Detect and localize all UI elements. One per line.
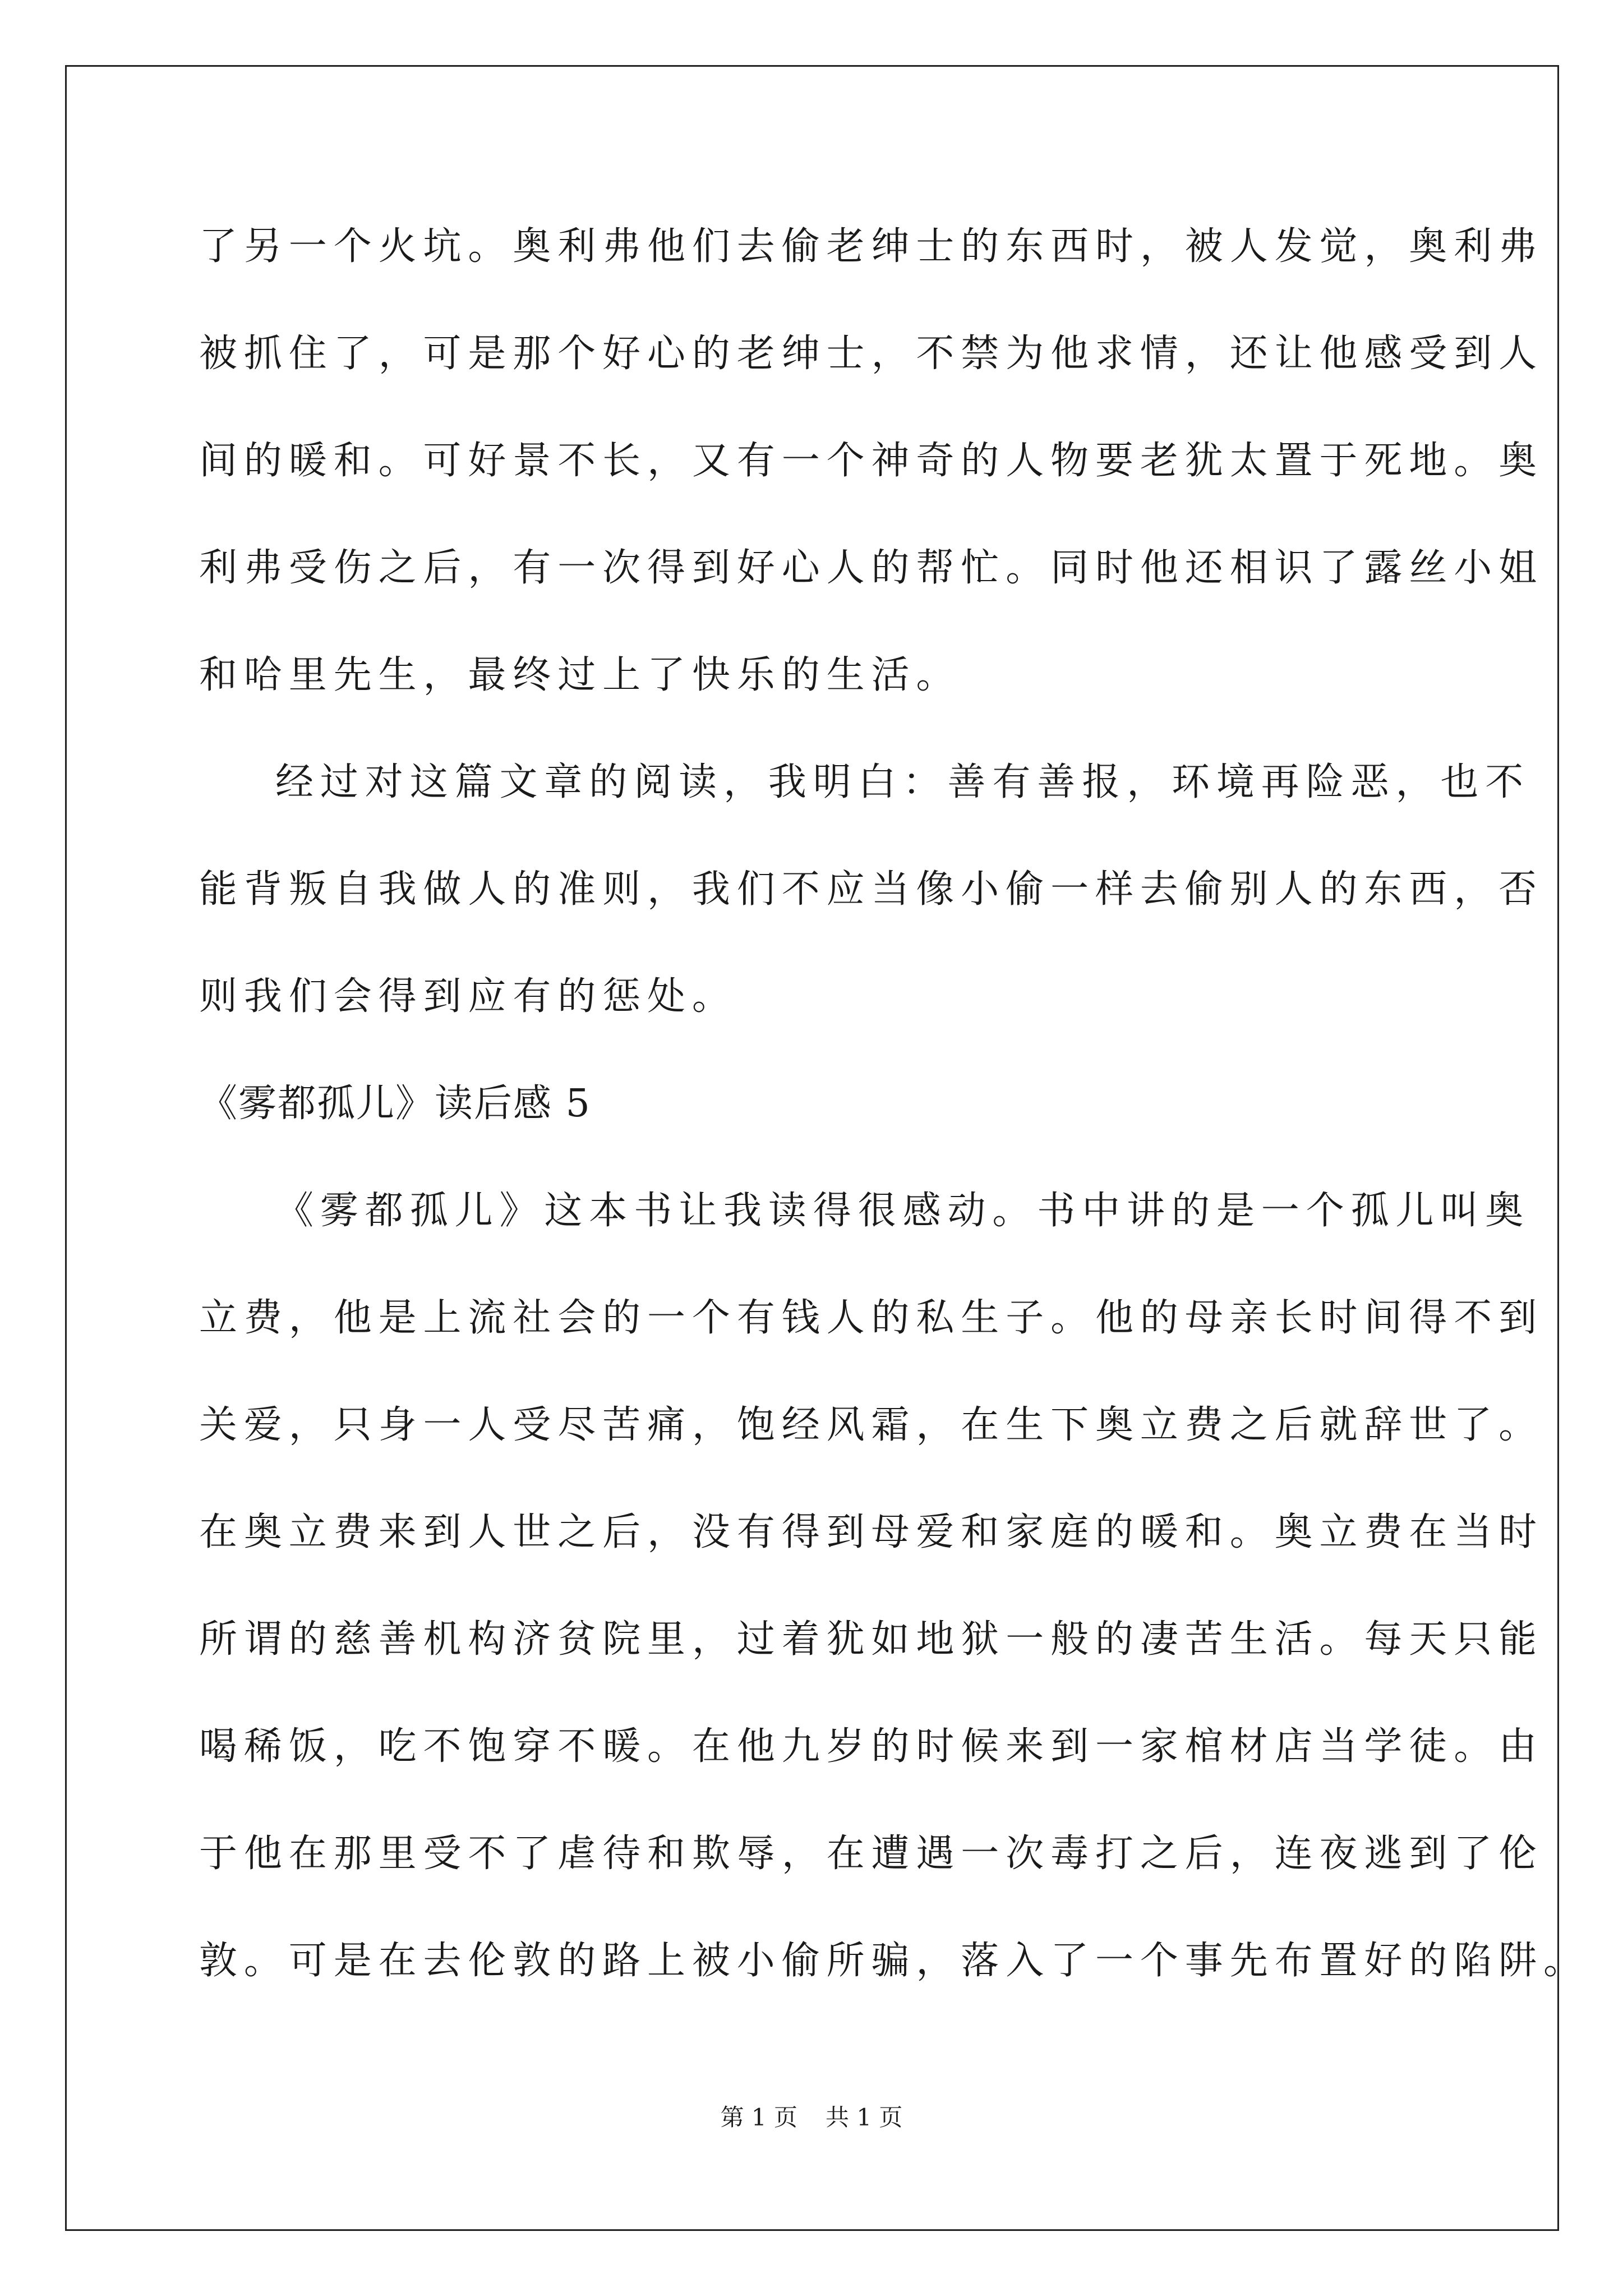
body-line: 在奥立费来到人世之后，没有得到母爱和家庭的暖和。奥立费在当时 [199, 1510, 1544, 1554]
body-line: 了另一个火坑。奥利弗他们去偷老绅士的东西时，被人发觉，奥利弗 [199, 224, 1544, 269]
document-body [199, 208, 1588, 2029]
body-line: 和哈里先生，最终过上了快乐的生活。 [199, 653, 961, 697]
body-line: 立费，他是上流社会的一个有钱人的私生子。他的母亲长时间得不到 [199, 1296, 1544, 1340]
body-line: 经过对这篇文章的阅读，我明白：善有善报，环境再险恶，也不 [275, 760, 1530, 804]
page-footer [0, 2101, 1623, 2134]
body-line: 利弗受伤之后，有一次得到好心人的帮忙。同时他还相识了露丝小姐 [199, 546, 1544, 590]
page-number: 第 1 页 [720, 2104, 797, 2131]
body-line: 能背叛自我做人的准则，我们不应当像小偷一样去偷别人的东西，否 [199, 867, 1544, 912]
body-line: 则我们会得到应有的惩处。 [199, 974, 737, 1019]
body-line: 于他在那里受不了虐待和欺辱，在遭遇一次毒打之后，连夜逃到了伦 [199, 1832, 1544, 1876]
body-line: 关爱，只身一人受尽苦痛，饱经风霜，在生下奥立费之后就辞世了。 [199, 1403, 1544, 1447]
body-line: 间的暖和。可好景不长，又有一个神奇的人物要老犹太置于死地。奥 [199, 439, 1544, 483]
body-line: 敦。可是在去伦敦的路上被小偷所骗，落入了一个事先布置好的陷阱。 [199, 1939, 1588, 1983]
body-line: 《雾都孤儿》这本书让我读得很感动。书中讲的是一个孤儿叫奥 [275, 1189, 1530, 1233]
body-line: 喝稀饭，吃不饱穿不暖。在他九岁的时候来到一家棺材店当学徒。由 [199, 1724, 1544, 1769]
section-heading: 《雾都孤儿》读后感 5 [199, 1082, 591, 1126]
body-line: 被抓住了，可是那个好心的老绅士，不禁为他求情，还让他感受到人 [199, 332, 1544, 376]
body-line: 所谓的慈善机构济贫院里，过着犹如地狱一般的凄苦生活。每天只能 [199, 1617, 1544, 1662]
page-total: 共 1 页 [826, 2104, 903, 2131]
